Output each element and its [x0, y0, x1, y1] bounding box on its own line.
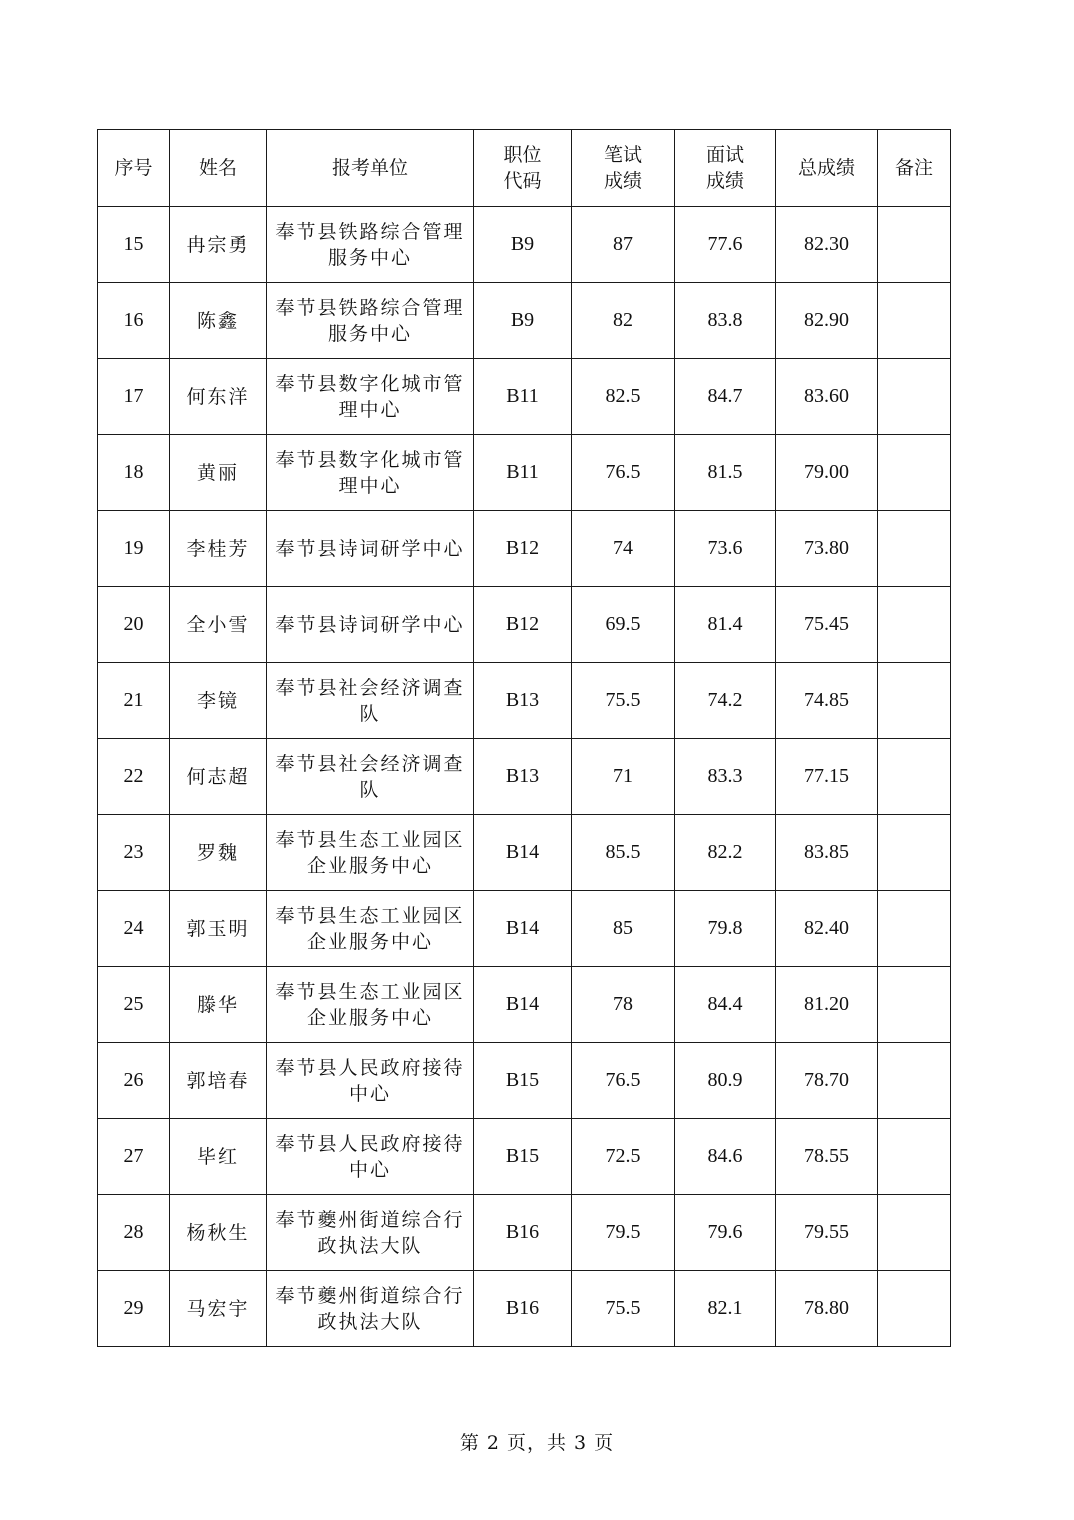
cell-written: 74 [572, 511, 675, 587]
cell-code: B15 [474, 1043, 572, 1119]
cell-interview: 79.8 [675, 891, 776, 967]
cell-note [878, 1271, 951, 1347]
header-interview: 面试成绩 [675, 130, 776, 207]
cell-name: 全小雪 [170, 587, 267, 663]
cell-seq: 22 [98, 739, 170, 815]
cell-interview: 81.4 [675, 587, 776, 663]
cell-unit: 奉节县数字化城市管理中心 [267, 435, 474, 511]
cell-total: 82.90 [776, 283, 878, 359]
cell-name: 何东洋 [170, 359, 267, 435]
cell-written: 72.5 [572, 1119, 675, 1195]
cell-code: B9 [474, 283, 572, 359]
cell-note [878, 283, 951, 359]
cell-total: 79.00 [776, 435, 878, 511]
cell-code: B11 [474, 435, 572, 511]
cell-note [878, 739, 951, 815]
cell-code: B12 [474, 511, 572, 587]
cell-seq: 16 [98, 283, 170, 359]
cell-unit: 奉节县生态工业园区企业服务中心 [267, 815, 474, 891]
cell-total: 82.30 [776, 207, 878, 283]
cell-written: 85.5 [572, 815, 675, 891]
header-code: 职位代码 [474, 130, 572, 207]
table-row [98, 739, 951, 815]
cell-unit: 奉节夔州街道综合行政执法大队 [267, 1271, 474, 1347]
cell-seq: 15 [98, 207, 170, 283]
cell-written: 76.5 [572, 435, 675, 511]
cell-seq: 17 [98, 359, 170, 435]
header-seq: 序号 [98, 130, 170, 207]
cell-total: 75.45 [776, 587, 878, 663]
cell-note [878, 891, 951, 967]
cell-name: 何志超 [170, 739, 267, 815]
cell-note [878, 1195, 951, 1271]
cell-interview: 84.7 [675, 359, 776, 435]
cell-total: 79.55 [776, 1195, 878, 1271]
cell-code: B11 [474, 359, 572, 435]
cell-total: 77.15 [776, 739, 878, 815]
header-row [98, 130, 951, 207]
cell-code: B13 [474, 663, 572, 739]
cell-written: 82.5 [572, 359, 675, 435]
header-unit: 报考单位 [267, 130, 474, 207]
cell-seq: 19 [98, 511, 170, 587]
cell-note [878, 587, 951, 663]
cell-seq: 27 [98, 1119, 170, 1195]
cell-total: 78.80 [776, 1271, 878, 1347]
cell-seq: 29 [98, 1271, 170, 1347]
cell-written: 82 [572, 283, 675, 359]
cell-seq: 23 [98, 815, 170, 891]
cell-note [878, 207, 951, 283]
table-row [98, 663, 951, 739]
cell-unit: 奉节县铁路综合管理服务中心 [267, 283, 474, 359]
cell-written: 75.5 [572, 663, 675, 739]
cell-total: 73.80 [776, 511, 878, 587]
cell-code: B15 [474, 1119, 572, 1195]
cell-unit: 奉节县社会经济调查队 [267, 739, 474, 815]
cell-total: 74.85 [776, 663, 878, 739]
cell-written: 85 [572, 891, 675, 967]
cell-interview: 83.8 [675, 283, 776, 359]
cell-unit: 奉节县诗词研学中心 [267, 587, 474, 663]
cell-note [878, 663, 951, 739]
cell-code: B13 [474, 739, 572, 815]
header-note: 备注 [878, 130, 951, 207]
cell-interview: 82.2 [675, 815, 776, 891]
header-total: 总成绩 [776, 130, 878, 207]
cell-written: 78 [572, 967, 675, 1043]
table-row [98, 435, 951, 511]
cell-written: 75.5 [572, 1271, 675, 1347]
table-row [98, 587, 951, 663]
cell-seq: 28 [98, 1195, 170, 1271]
page-footer: 第 2 页，共 3 页 [459, 1432, 615, 1454]
table-row [98, 1119, 951, 1195]
cell-unit: 奉节县生态工业园区企业服务中心 [267, 891, 474, 967]
cell-code: B14 [474, 815, 572, 891]
cell-interview: 77.6 [675, 207, 776, 283]
table-row [98, 891, 951, 967]
table-row [98, 283, 951, 359]
cell-note [878, 359, 951, 435]
cell-total: 78.55 [776, 1119, 878, 1195]
cell-code: B12 [474, 587, 572, 663]
cell-code: B14 [474, 967, 572, 1043]
cell-written: 79.5 [572, 1195, 675, 1271]
cell-total: 81.20 [776, 967, 878, 1043]
cell-code: B16 [474, 1271, 572, 1347]
cell-interview: 81.5 [675, 435, 776, 511]
cell-seq: 21 [98, 663, 170, 739]
cell-unit: 奉节县数字化城市管理中心 [267, 359, 474, 435]
cell-seq: 26 [98, 1043, 170, 1119]
cell-written: 71 [572, 739, 675, 815]
cell-interview: 80.9 [675, 1043, 776, 1119]
table-body [98, 207, 951, 1347]
cell-name: 毕红 [170, 1119, 267, 1195]
cell-written: 76.5 [572, 1043, 675, 1119]
cell-unit: 奉节县人民政府接待中心 [267, 1043, 474, 1119]
table-row [98, 1195, 951, 1271]
cell-name: 杨秋生 [170, 1195, 267, 1271]
cell-note [878, 815, 951, 891]
cell-note [878, 435, 951, 511]
cell-name: 马宏宇 [170, 1271, 267, 1347]
cell-unit: 奉节县人民政府接待中心 [267, 1119, 474, 1195]
table-row [98, 1271, 951, 1347]
table-header [98, 130, 951, 207]
cell-code: B16 [474, 1195, 572, 1271]
cell-written: 87 [572, 207, 675, 283]
table-row [98, 359, 951, 435]
cell-seq: 20 [98, 587, 170, 663]
score-table [97, 129, 951, 1347]
cell-total: 82.40 [776, 891, 878, 967]
table-row [98, 511, 951, 587]
cell-name: 李镜 [170, 663, 267, 739]
cell-note [878, 511, 951, 587]
cell-total: 83.60 [776, 359, 878, 435]
cell-unit: 奉节县诗词研学中心 [267, 511, 474, 587]
cell-name: 郭培春 [170, 1043, 267, 1119]
cell-name: 冉宗勇 [170, 207, 267, 283]
cell-name: 陈鑫 [170, 283, 267, 359]
cell-interview: 73.6 [675, 511, 776, 587]
cell-written: 69.5 [572, 587, 675, 663]
cell-name: 黄丽 [170, 435, 267, 511]
table-row [98, 1043, 951, 1119]
table-row [98, 967, 951, 1043]
header-name: 姓名 [170, 130, 267, 207]
cell-name: 李桂芳 [170, 511, 267, 587]
cell-seq: 24 [98, 891, 170, 967]
cell-interview: 84.6 [675, 1119, 776, 1195]
cell-unit: 奉节县铁路综合管理服务中心 [267, 207, 474, 283]
cell-note [878, 1119, 951, 1195]
cell-interview: 74.2 [675, 663, 776, 739]
cell-note [878, 967, 951, 1043]
cell-total: 78.70 [776, 1043, 878, 1119]
header-written: 笔试成绩 [572, 130, 675, 207]
cell-note [878, 1043, 951, 1119]
cell-seq: 25 [98, 967, 170, 1043]
cell-code: B9 [474, 207, 572, 283]
cell-interview: 84.4 [675, 967, 776, 1043]
table-row [98, 207, 951, 283]
cell-unit: 奉节县社会经济调查队 [267, 663, 474, 739]
cell-unit: 奉节县生态工业园区企业服务中心 [267, 967, 474, 1043]
cell-interview: 82.1 [675, 1271, 776, 1347]
table-row [98, 815, 951, 891]
cell-seq: 18 [98, 435, 170, 511]
cell-name: 罗魏 [170, 815, 267, 891]
cell-code: B14 [474, 891, 572, 967]
cell-interview: 83.3 [675, 739, 776, 815]
cell-interview: 79.6 [675, 1195, 776, 1271]
cell-name: 郭玉明 [170, 891, 267, 967]
cell-unit: 奉节夔州街道综合行政执法大队 [267, 1195, 474, 1271]
cell-total: 83.85 [776, 815, 878, 891]
cell-name: 滕华 [170, 967, 267, 1043]
